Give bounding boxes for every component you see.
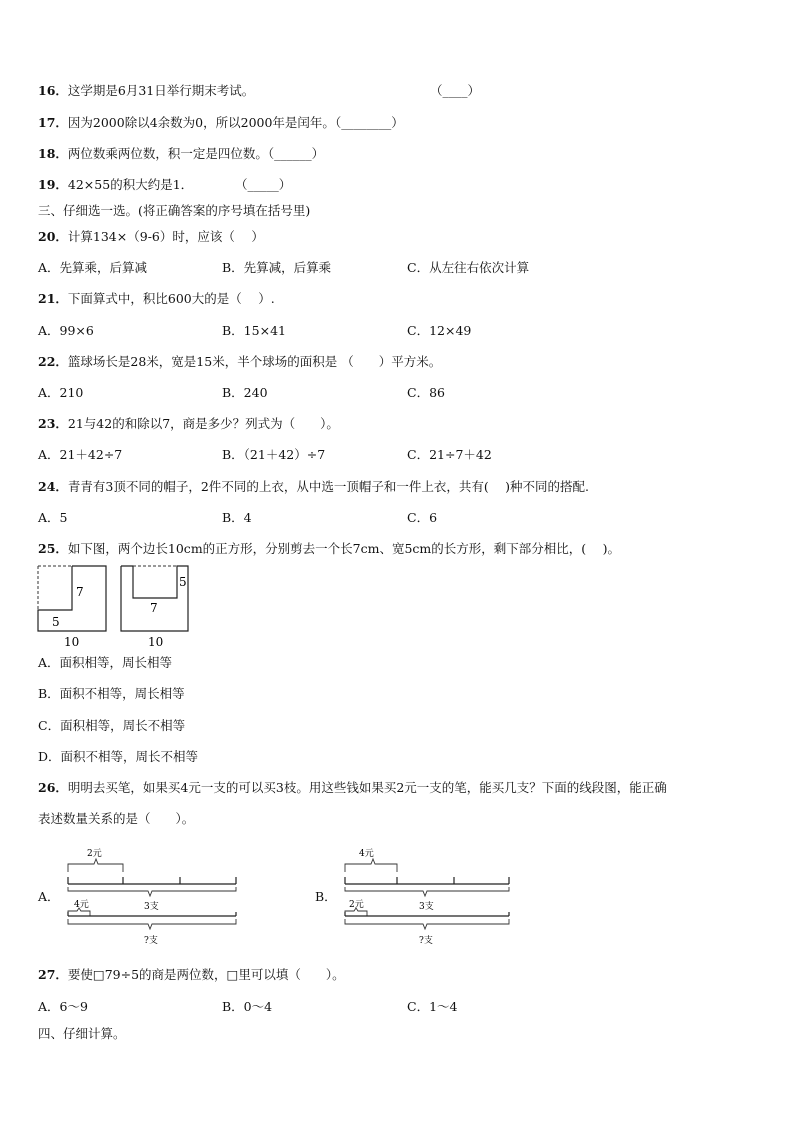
answer-blank-16[interactable]: （____） [430,83,481,98]
top-brace-label: 2元 [87,849,102,859]
top-brace [345,859,397,872]
question-26-line-2: 表述数量关系的是（ ）。 [38,811,195,826]
label-bottom: 10 [148,635,164,649]
question-24 [38,478,589,496]
option-b[interactable]: B．240 [222,385,268,400]
question-22 [38,353,441,371]
question-number: 20． [38,229,68,244]
option-d[interactable]: D．面积不相等，周长不相等 [38,749,199,764]
question-number: 19． [38,177,68,192]
question-text: 青青有3顶不同的帽子，2件不同的上衣，从中选一顶帽子和一件上衣，共有( )种不同的搭配. [67,479,590,494]
option-b[interactable]: B．4 [222,510,252,525]
option-b-letter[interactable]: B． [315,889,337,904]
remaining-shape [38,566,106,631]
small-brace-label: 4元 [74,900,89,910]
option-c[interactable]: C．面积相等，周长不相等 [38,718,186,733]
option-c[interactable]: C．从左往右依次计算 [407,260,530,275]
section-4-heading: 四、仔细计算。 [38,1026,126,1041]
question-21 [38,290,275,308]
question-16 [38,82,254,100]
option-a-segment-diagram[interactable] [60,842,260,952]
label-left: 5 [52,615,60,629]
option-b[interactable]: B．先算减，后算乘 [222,260,332,275]
top-brace [68,859,123,872]
question-19 [38,176,193,194]
mid-brace [68,887,236,896]
answer-blank-18[interactable]: （______） [267,146,325,161]
question-number: 23． [38,416,68,431]
question-23 [38,415,339,433]
answer-blank-17[interactable]: （________） [334,115,404,130]
section-3-heading: 三、仔细选一选。(将正确答案的序号填在括号里) [38,203,311,218]
mid-brace [345,887,509,896]
option-a[interactable]: A．5 [38,510,68,525]
question-text: 如下图，两个边长10cm的正方形，分别剪去一个长7cm、宽5cm的长方形，剩下部分相比，( )。 [67,541,621,556]
question-text: 两位数乘两位数，积一定是四位数。 [67,146,268,161]
option-a-letter[interactable]: A． [38,889,60,904]
answer-blank-19[interactable]: （_____） [235,177,292,192]
option-b[interactable]: B．（21＋42）÷7 [222,447,326,462]
question-text: 下面算式中，积比600大的是（ ）. [67,291,275,306]
question-text: 42×55的积大约是1． [67,177,194,192]
question-number: 26． [38,780,68,795]
mid-brace-label: 3支 [144,902,159,912]
option-a[interactable]: A．先算乘，后算减 [38,260,148,275]
option-a[interactable]: A．6～9 [38,999,88,1014]
question-number: 25． [38,541,68,556]
question-27 [38,966,345,984]
label-top: 7 [76,585,84,599]
question-26 [38,779,667,797]
option-c[interactable]: C．1～4 [407,999,458,1014]
bottom-brace-label: ?支 [419,936,433,946]
question-text: 篮球场长是28米，宽是15米，半个球场的面积是 （ ）平方米。 [67,354,442,369]
left-square-figure [38,566,106,649]
question-17 [38,114,404,132]
question-text: 因为2000除以4余数为0，所以2000年是闰年。 [67,115,335,130]
question-number: 27． [38,967,68,982]
question-text: 明明去买笔，如果买4元一支的可以买3枝。用这些钱如果买2元一支的笔，能买几支？下面的线段图，能正确 [67,780,667,795]
question-number: 21． [38,291,68,306]
option-a[interactable]: A．210 [38,385,84,400]
top-brace-label: 4元 [359,849,374,859]
question-text: 这学期是6月31日举行期末考试。 [67,83,255,98]
mid-brace-label: 3支 [419,902,434,912]
bottom-brace [345,919,509,929]
option-c[interactable]: C．6 [407,510,438,525]
question-number: 18． [38,146,68,161]
small-brace-label: 2元 [349,900,364,910]
option-b[interactable]: B．15×41 [222,323,286,338]
option-a[interactable]: A．99×6 [38,323,94,338]
question-number: 17． [38,115,68,130]
question-number: 16． [38,83,68,98]
option-c[interactable]: C．12×49 [407,323,472,338]
bottom-brace [68,919,236,929]
option-c[interactable]: C．21÷7＋42 [407,447,492,462]
question-number: 24． [38,479,68,494]
option-b[interactable]: B．面积不相等，周长相等 [38,686,185,701]
option-b-segment-diagram[interactable] [337,842,537,952]
remaining-shape [121,566,188,631]
question-text: 要使□79÷5的商是两位数，□里可以填（ ）。 [67,967,345,982]
option-c[interactable]: C．86 [407,385,445,400]
option-a[interactable]: A．面积相等，周长相等 [38,655,173,670]
right-square-figure [121,566,188,649]
question-18 [38,145,324,163]
question-text: 计算134×（9-6）时，应该（ ） [67,229,264,244]
option-b[interactable]: B．0～4 [222,999,273,1014]
option-a[interactable]: A．21＋42÷7 [38,447,123,462]
label-bottom: 10 [64,635,80,649]
label-inner: 7 [150,601,158,615]
question-20 [38,228,264,246]
squares-figure [30,560,210,650]
bottom-brace-label: ?支 [144,936,158,946]
question-text: 21与42的和除以7，商是多少？列式为（ ）。 [67,416,339,431]
question-number: 22． [38,354,68,369]
label-side: 5 [179,575,187,589]
question-25 [38,540,620,558]
